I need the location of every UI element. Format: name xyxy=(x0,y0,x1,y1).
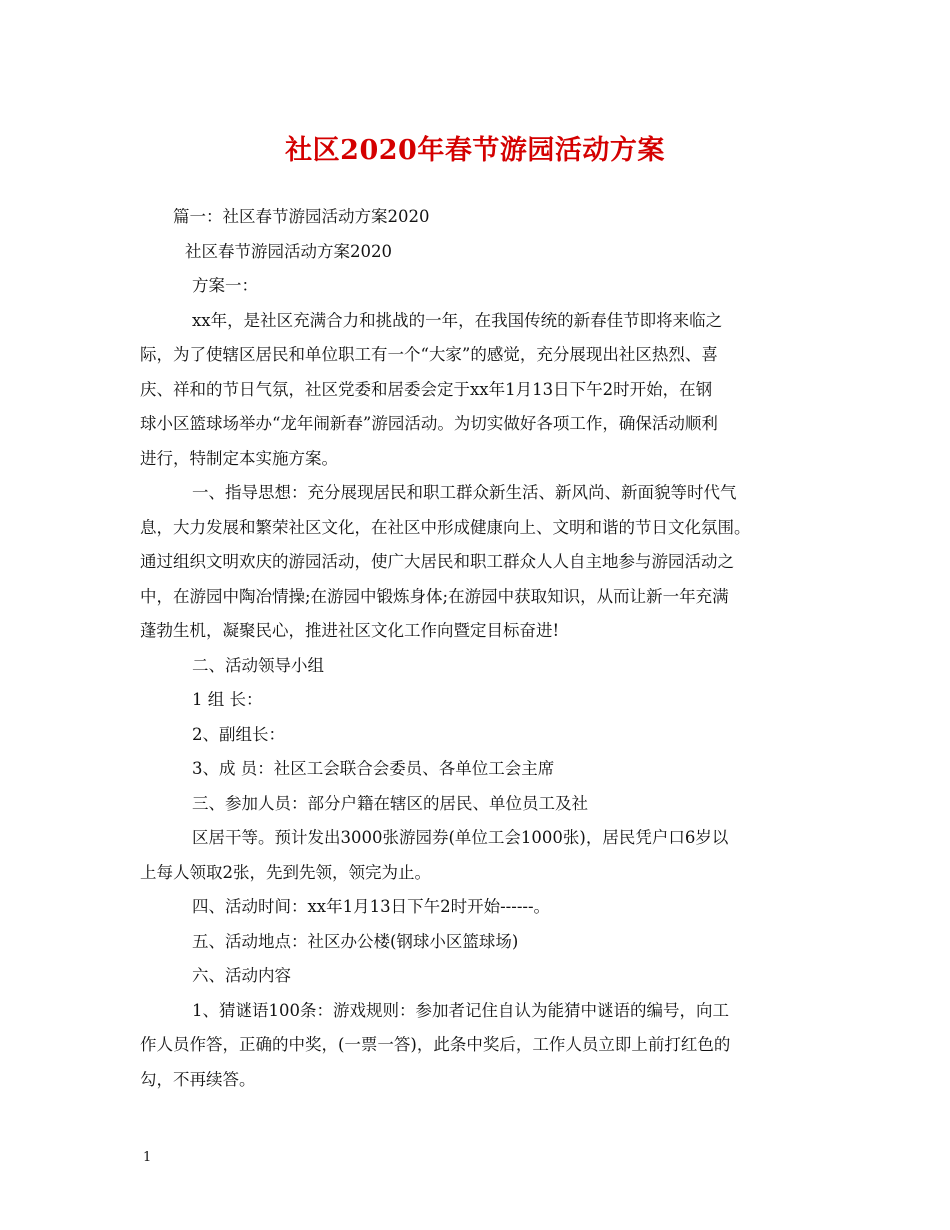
paragraph-line: xx年，是社区充满合力和挑战的一年，在我国传统的新春佳节即将来临之 xyxy=(192,310,723,330)
paragraph-line: 作人员作答，正确的中奖，(一票一答)，此条中奖后，工作人员立即上前打红色的 xyxy=(140,1035,731,1054)
paragraph-line: 1、猜谜语100条：游戏规则：参加者记住自认为能猜中谜语的编号，向工 xyxy=(192,1000,729,1020)
paragraph-line: 3、成 员：社区工会联合会委员、各单位工会主席 xyxy=(192,759,555,778)
paragraph-line: 球小区篮球场举办“龙年闹新春”游园活动。为切实做好各项工作，确保活动顺利 xyxy=(140,414,718,433)
paragraph-line: 上每人领取2张，先到先领，领完为止。 xyxy=(140,862,431,882)
document-body xyxy=(140,200,820,1097)
paragraph-line: 庆、祥和的节日气氛，社区党委和居委会定于xx年1月13日下午2时开始，在钢 xyxy=(140,379,713,399)
page-number: 1 xyxy=(143,1150,152,1165)
paragraph-line: 1 组 长： xyxy=(192,690,263,709)
paragraph-line: 进行，特制定本实施方案。 xyxy=(140,448,338,468)
paragraph-line: 六、活动内容 xyxy=(192,966,291,985)
paragraph-line: 一、指导思想：充分展现居民和职工群众新生活、新风尚、新面貌等时代气 xyxy=(192,483,737,502)
paragraph-line: 蓬勃生机，凝聚民心，推进社区文化工作向暨定目标奋进! xyxy=(140,621,560,640)
paragraph-line: 2、副组长： xyxy=(192,724,285,744)
paragraph-line: 际，为了使辖区居民和单位职工有一个“大家”的感觉，充分展现出社区热烈、喜 xyxy=(140,345,718,364)
paragraph-line: 三、参加人员：部分户籍在辖区的居民、单位员工及社 xyxy=(192,793,588,813)
paragraph-line: 二、活动领导小组 xyxy=(192,655,324,675)
paragraph-line: 息，大力发展和繁荣社区文化，在社区中形成健康向上、文明和谐的节日文化氛围。 xyxy=(140,517,751,537)
section-heading: 篇一：社区春节游园活动方案2020 xyxy=(173,207,430,226)
paragraph-line: 四、活动时间：xx年1月13日下午2时开始------。 xyxy=(192,897,551,916)
document-title: 社区2020年春节游园活动方案 xyxy=(285,135,665,166)
paragraph-line: 五、活动地点：社区办公楼(钢球小区篮球场) xyxy=(192,931,519,951)
paragraph-line: 区居干等。预计发出3000张游园券(单位工会1000张)，居民凭户口6岁以 xyxy=(192,828,729,847)
paragraph-line: 通过组织文明欢庆的游园活动，使广大居民和职工群众人人自主地参与游园活动之 xyxy=(140,552,734,571)
paragraph-line: 方案一： xyxy=(192,276,258,295)
paragraph-line: 中，在游园中陶冶情操;在游园中锻炼身体;在游园中获取知识，从而让新一年充满 xyxy=(140,586,729,606)
subheading: 社区春节游园活动方案2020 xyxy=(185,241,392,261)
paragraph-line: 勾，不再续答。 xyxy=(140,1069,256,1089)
